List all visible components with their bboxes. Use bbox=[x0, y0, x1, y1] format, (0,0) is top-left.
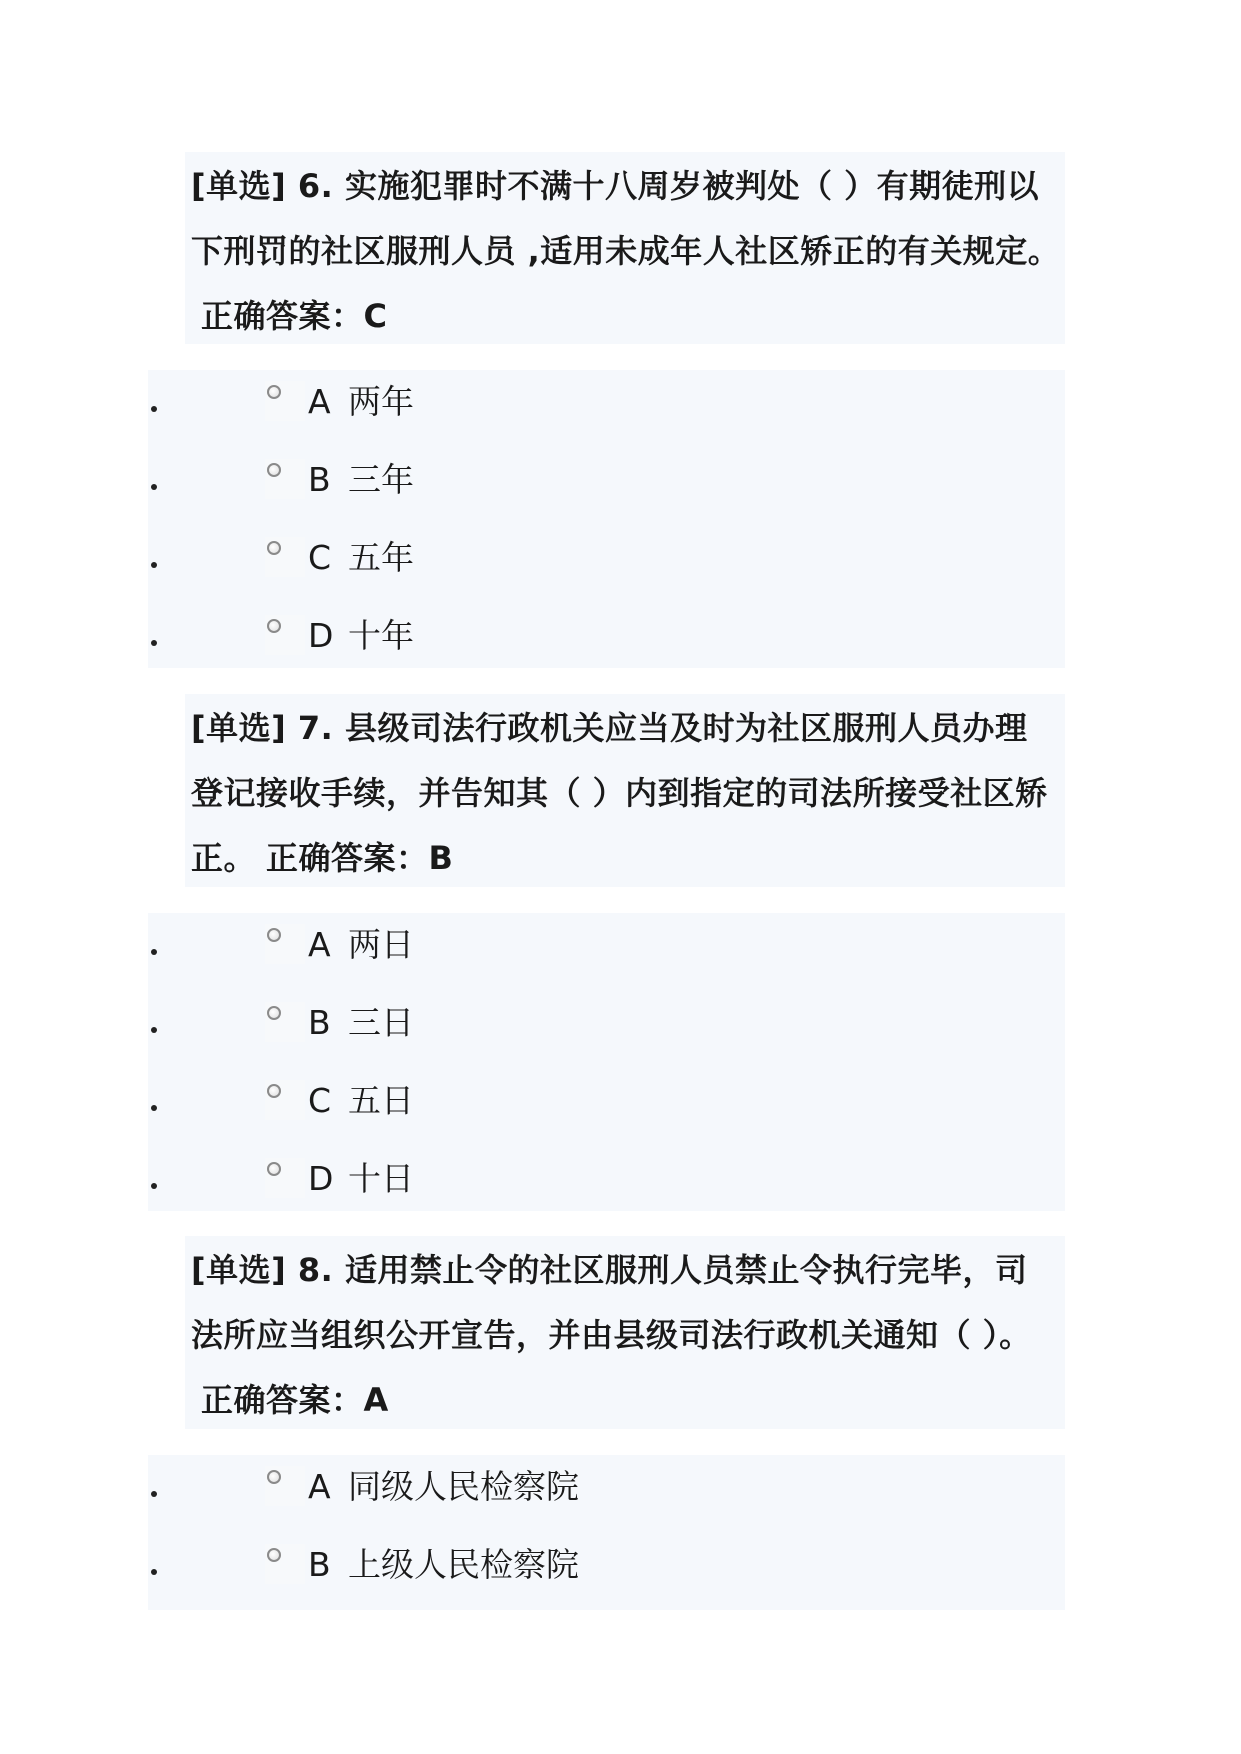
option-6b[interactable] bbox=[148, 448, 1065, 526]
bullet-icon bbox=[151, 406, 157, 412]
question-8-answer: 正确答案：A bbox=[201, 1381, 389, 1419]
radio-icon[interactable] bbox=[265, 1002, 305, 1042]
option-letter: C bbox=[308, 538, 332, 577]
option-8b[interactable] bbox=[148, 1533, 1065, 1611]
bullet-icon bbox=[151, 562, 157, 568]
bullet-icon bbox=[151, 640, 157, 646]
option-7b[interactable] bbox=[148, 991, 1065, 1069]
question-7-line-2: 登记接收手续，并告知其（ ）内到指定的司法所接受社区矫 bbox=[191, 774, 1048, 812]
question-7-line-1: [单选] 7. 县级司法行政机关应当及时为社区服刑人员办理 bbox=[191, 709, 1028, 747]
option-text: 五日 bbox=[348, 1081, 414, 1120]
bullet-icon bbox=[151, 1569, 157, 1575]
radio-icon[interactable] bbox=[265, 537, 305, 577]
radio-icon[interactable] bbox=[265, 1466, 305, 1506]
question-8 bbox=[185, 1236, 1065, 1429]
question-8-line-2: 法所应当组织公开宣告，并由县级司法行政机关通知（ ）。 bbox=[191, 1316, 1032, 1354]
question-8-line-1: [单选] 8. 适用禁止令的社区服刑人员禁止令执行完毕，司 bbox=[191, 1251, 1028, 1289]
option-letter: A bbox=[308, 925, 331, 964]
option-6a[interactable] bbox=[148, 370, 1065, 448]
option-text: 五年 bbox=[348, 538, 414, 577]
question-6-line-1: [单选] 6. 实施犯罪时不满十八周岁被判处（ ）有期徒刑以 bbox=[191, 167, 1040, 205]
radio-icon[interactable] bbox=[265, 459, 305, 499]
option-letter: D bbox=[308, 616, 334, 655]
question-6-options bbox=[148, 370, 1065, 668]
option-6c[interactable] bbox=[148, 526, 1065, 604]
option-text: 上级人民检察院 bbox=[348, 1545, 579, 1584]
option-letter: A bbox=[308, 1467, 331, 1506]
option-6d[interactable] bbox=[148, 604, 1065, 682]
bullet-icon bbox=[151, 1027, 157, 1033]
option-letter: D bbox=[308, 1159, 334, 1198]
question-7-line-3: 正。 bbox=[191, 839, 257, 877]
radio-icon[interactable] bbox=[265, 1544, 305, 1584]
question-7 bbox=[185, 694, 1065, 887]
question-7-answer: 正确答案：B bbox=[266, 839, 454, 877]
option-letter: C bbox=[308, 1081, 332, 1120]
bullet-icon bbox=[151, 1105, 157, 1111]
option-text: 十年 bbox=[348, 616, 414, 655]
question-6-answer: 正确答案：C bbox=[201, 297, 388, 335]
option-8a[interactable] bbox=[148, 1455, 1065, 1533]
question-7-options bbox=[148, 913, 1065, 1211]
bullet-icon bbox=[151, 1491, 157, 1497]
option-text: 三年 bbox=[348, 460, 414, 499]
option-text: 三日 bbox=[348, 1003, 414, 1042]
option-text: 同级人民检察院 bbox=[348, 1467, 579, 1506]
option-letter: B bbox=[308, 1003, 331, 1042]
option-7a[interactable] bbox=[148, 913, 1065, 991]
option-text: 十日 bbox=[348, 1159, 414, 1198]
radio-icon[interactable] bbox=[265, 924, 305, 964]
bullet-icon bbox=[151, 484, 157, 490]
option-text: 两年 bbox=[348, 382, 414, 421]
question-8-options bbox=[148, 1455, 1065, 1610]
option-7c[interactable] bbox=[148, 1069, 1065, 1147]
bullet-icon bbox=[151, 1183, 157, 1189]
option-letter: B bbox=[308, 1545, 331, 1584]
radio-icon[interactable] bbox=[265, 1158, 305, 1198]
radio-icon[interactable] bbox=[265, 381, 305, 421]
option-letter: A bbox=[308, 382, 331, 421]
option-7d[interactable] bbox=[148, 1147, 1065, 1225]
radio-icon[interactable] bbox=[265, 615, 305, 655]
bullet-icon bbox=[151, 949, 157, 955]
option-text: 两日 bbox=[348, 925, 414, 964]
option-letter: B bbox=[308, 460, 331, 499]
question-6-line-2: 下刑罚的社区服刑人员 ,适用未成年人社区矫正的有关规定。 bbox=[191, 232, 1061, 270]
radio-icon[interactable] bbox=[265, 1080, 305, 1120]
question-6 bbox=[185, 152, 1065, 344]
